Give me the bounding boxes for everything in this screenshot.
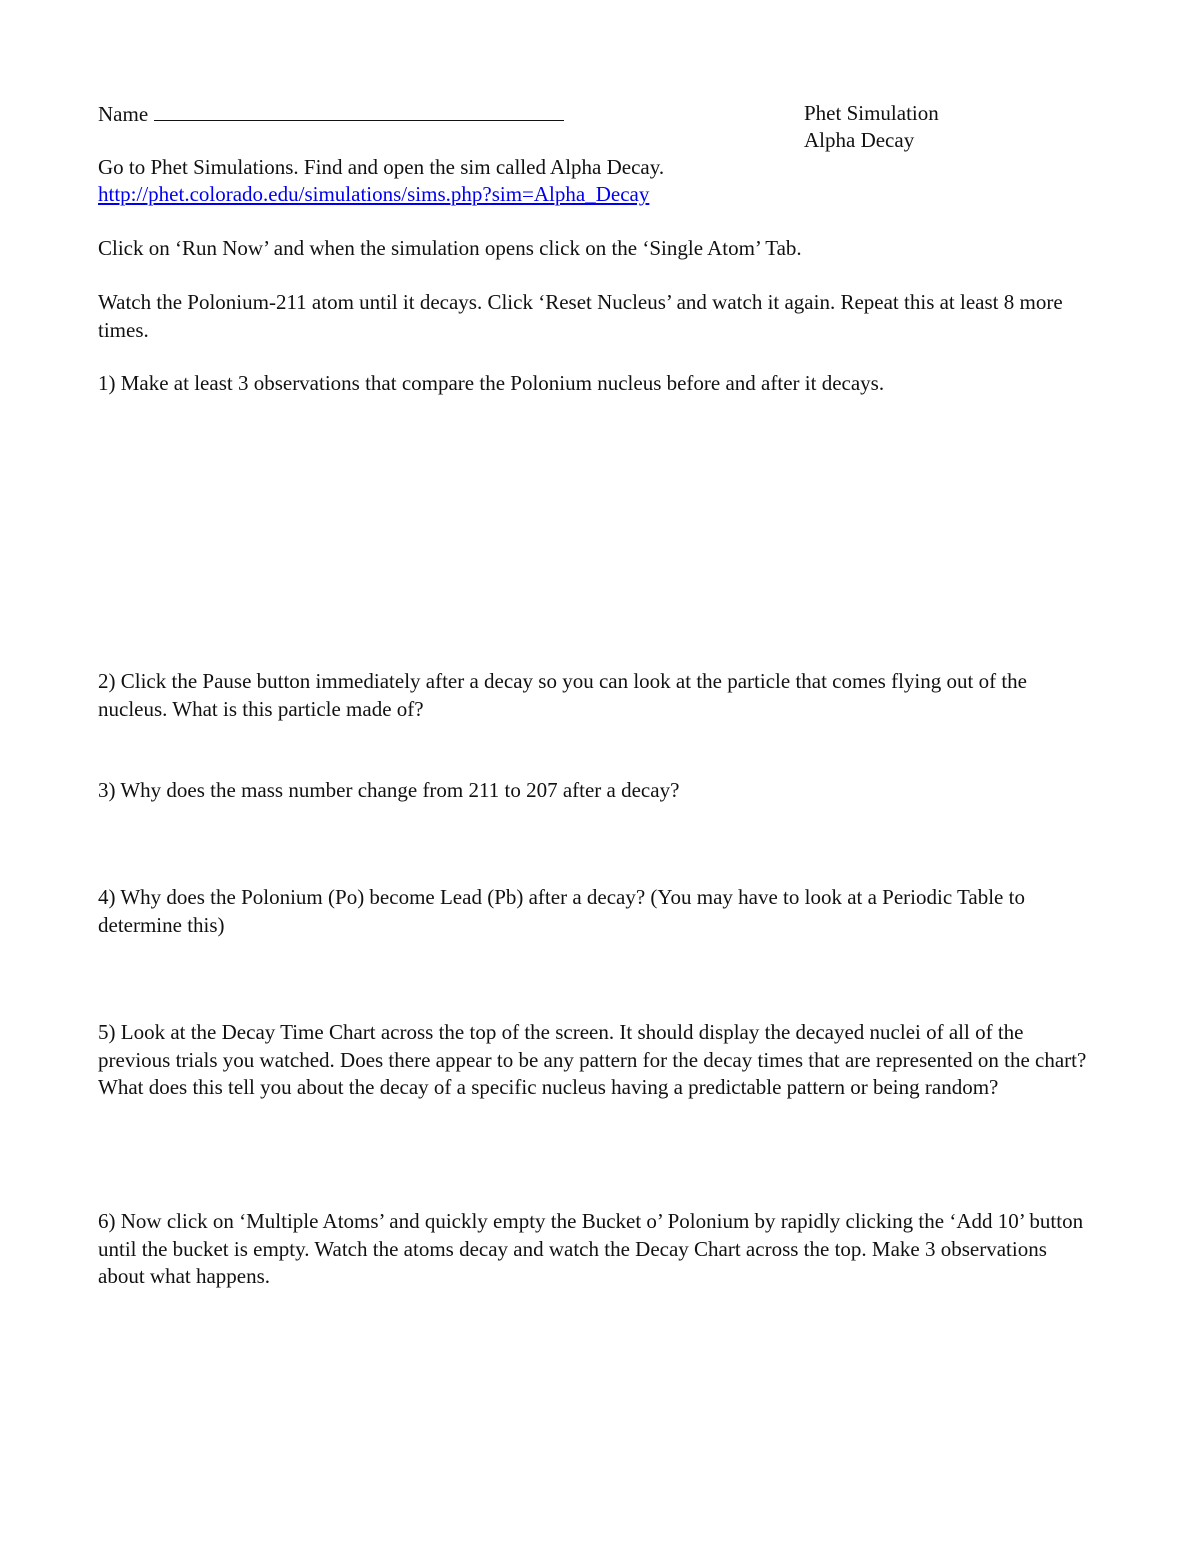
question-4: 4) Why does the Polonium (Po) become Lead (Pb) after a decay? (You may have to look at a Periodic Table to determine this)	[98, 885, 1025, 937]
question-1: 1) Make at least 3 observations that compare the Polonium nucleus before and after it decays.	[98, 371, 885, 395]
simulation-link[interactable]: http://phet.colorado.edu/simulations/sims.php?sim=Alpha_Decay	[98, 182, 650, 206]
intro-text: Go to Phet Simulations. Find and open the sim called Alpha Decay.	[98, 155, 665, 179]
question-2: 2) Click the Pause button immediately after a decay so you can look at the particle that comes flying out of the nucleus. What is this particle made of?	[98, 669, 1027, 721]
name-field-row	[98, 100, 564, 128]
document-title-line1: Phet Simulation	[804, 101, 939, 125]
simulation-link-line	[98, 181, 649, 208]
name-blank-line[interactable]	[154, 100, 564, 121]
document-title-block	[804, 100, 939, 154]
run-now-instruction: Click on ‘Run Now’ and when the simulation opens click on the ‘Single Atom’ Tab.	[98, 236, 802, 260]
watch-instruction: Watch the Polonium-211 atom until it decays. Click ‘Reset Nucleus’ and watch it again. Repeat this at least 8 more times.	[98, 290, 1063, 342]
document-title-line2: Alpha Decay	[804, 128, 915, 152]
question-3: 3) Why does the mass number change from 211 to 207 after a decay?	[98, 778, 680, 802]
question-5: 5) Look at the Decay Time Chart across the top of the screen. It should display the decayed nuclei of all of the previous trials you watched. Does there appear to be any pattern for the decay times that are represented on the chart? What does this tell you about the decay of a specific nucleus having a predictable pattern or being random?	[98, 1020, 1087, 1099]
name-label: Name	[98, 102, 149, 126]
question-6: 6) Now click on ‘Multiple Atoms’ and quickly empty the Bucket o’ Polonium by rapidly clicking the ‘Add 10’ button until the bucket is empty. Watch the atoms decay and watch the Decay Chart across the top. Make 3 observations about what happens.	[98, 1209, 1084, 1288]
